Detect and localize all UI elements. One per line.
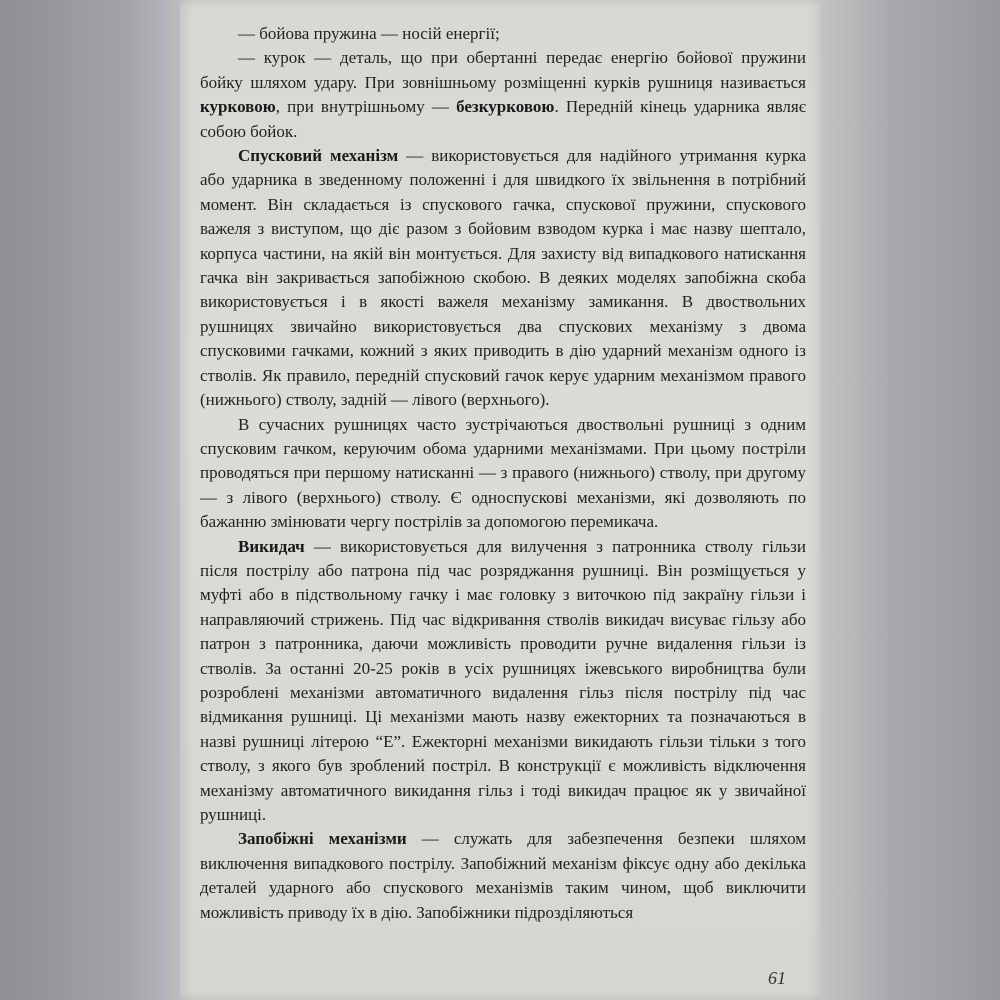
paragraph-mainspring: — бойова пружина — носій енергії; xyxy=(238,24,500,43)
paragraph-hammer-text: — курок — деталь, що при обертанні передає енергію бойової пружини бойку шляхом удару. При зовнішньому розміщенні курків рушниця називається xyxy=(200,48,806,92)
paragraph-single-trigger: В сучасних рушницях часто зустрічаються двоствольні рушниці з одним спусковим гачком, керуючим обома ударними механізмами. При цьому постріли проводяться при першому натисканні — з правого (нижнього) стволу, при другому — з лівого (верхнього) стволу. Є односпускові механізми, які дозволяють по бажанню змінювати чергу пострілів за допомогою перемикача. xyxy=(200,414,806,532)
paragraph-extractor-text: — використовується для вилучення з патронника стволу гільзи після пострілу або патрона під час розряджання рушниці. Він розміщується у муфті або в підствольному гачку і має головку з виточкою під закраїну гільзи і направляючий стрижень. Під час відкривання стволів викидач висуває гільзу або патрон з патронника, даючи можливість проводити ручне видалення гільзи із стволів. За останні 20-25 років в усіх рушницях іжевського виробництва були розроблені механізми автоматичного видалення гільз після пострілу під час відмикання рушниці. Ці механізми мають назву ежекторних та позначаються в назві рушниці літерою “E”. Ежекторні механізми викидають гільзи тільки з того стволу, з якого був зроблений постріл. В конструкції є можливість відключення механізму автоматичного викидання гільз і тоді викидач працює як у звичайної рушниці. xyxy=(200,536,806,824)
page-text xyxy=(200,22,806,925)
background-left xyxy=(0,0,182,1000)
term-extractor: Викидач xyxy=(238,536,305,556)
paragraph-hammer-end: . Передній кінець ударника являє собою бойок. xyxy=(200,97,806,141)
paragraph-hammer-mid: , при внутрішньому — xyxy=(275,97,457,117)
paragraph-trigger-text: — використовується для надійного утримання курка або ударника в зведенному положенні і для швидкого їх звільнення в потрібний момент. Він складається із спускового гачка, спускової пружини, спускового важеля з виступом, що діє разом з бойовим взводом курка і має назву шептало, корпуса частини, на якій він монтується. Для захисту від випадкового натискання гачка він закривається запобіжною скобою. В деяких моделях запобіжна скоба використовується і в якості важеля механізму замикання. В двоствольних рушницях звичайно використовується два спускових механізму з двома спусковими гачками, кожний з яких приводить в дію ударний механізм одного із стволів. Як правило, передній спусковий гачок керує ударним механізмом правого (нижнього) стволу, задній — лівого (верхнього). xyxy=(200,146,807,410)
paragraph-trigger-mechanism xyxy=(200,144,806,412)
term-safety-mechanisms: Запобіжні механізми xyxy=(238,829,407,849)
page-number: 61 xyxy=(768,968,786,988)
paragraph-safety-text: — служать для забезпечення безпеки шляхом виключення випадкового пострілу. Запобіжний механізм фіксує одну або декілька деталей ударного або спускового механізмів таким чином, щоб виключити можливість приводу їх в дію. Запобіжники підрозділяються xyxy=(200,829,806,922)
paragraph-hammer xyxy=(200,46,806,144)
background-right xyxy=(820,0,1000,1000)
term-trigger-mechanism: Спусковий механізм xyxy=(238,146,399,166)
term-hammer-gun: курковою xyxy=(200,97,276,117)
term-hammerless-gun: безкурковою xyxy=(456,97,555,117)
paragraph-safety xyxy=(200,827,806,925)
paragraph-extractor xyxy=(200,535,806,828)
